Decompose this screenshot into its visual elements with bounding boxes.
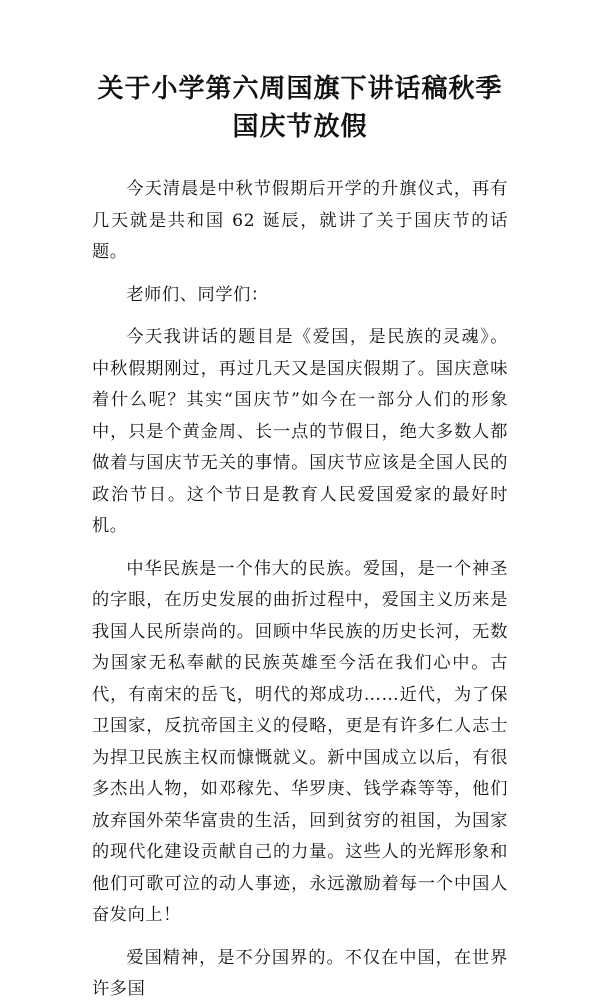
paragraph-patriotism: 爱国精神，是不分国界的。不仅在中国，在世界许多国 bbox=[92, 947, 508, 999]
paragraph-intro: 今天清晨是中秋节假期后开学的升旗仪式，再有几天就是共和国 62 诞辰，就讲了关于国庆节的话题。 bbox=[92, 179, 508, 262]
document-title: 关于小学第六周国旗下讲话稿秋季国庆节放假 bbox=[97, 74, 503, 142]
document-body bbox=[92, 174, 508, 1006]
paragraph-topic: 今天我讲话的题目是《爱国，是民族的灵魂》。中秋假期刚过，再过几天又是国庆假期了。国庆意味着什么呢？其实“国庆节”如今在一部分人们的形象中，只是个黄金周、长一点的节假日，绝大多数人都做着与国庆节无关的事情。国庆节应该是全国人民的政治节日。这个节日是教育人民爱国爱家的最好时机。 bbox=[92, 327, 508, 536]
paragraph-salutation: 老师们、同学们： bbox=[126, 284, 269, 305]
paragraph-history: 中华民族是一个伟大的民族。爱国，是一个神圣的字眼，在历史发展的曲折过程中，爱国主义历来是我国人民所崇尚的。回顾中华民族的历史长河，无数为国家无私奉献的民族英雄至今活在我们心中。古代，有南宋的岳飞，明代的郑成功……近代，为了保卫国家，反抗帝国主义的侵略，更是有许多仁人志士为捍卫民族主权而慷慨就义。新中国成立以后，有很多杰出人物，如邓稼先、华罗庚、钱学森等等，他们放弃国外荣华富贵的生活，回到贫穷的祖国，为国家的现代化建设贡献自己的力量。这些人的光辉形象和他们可歌可泣的动人事迹，永远激励着每一个中国人奋发向上！ bbox=[92, 558, 508, 925]
